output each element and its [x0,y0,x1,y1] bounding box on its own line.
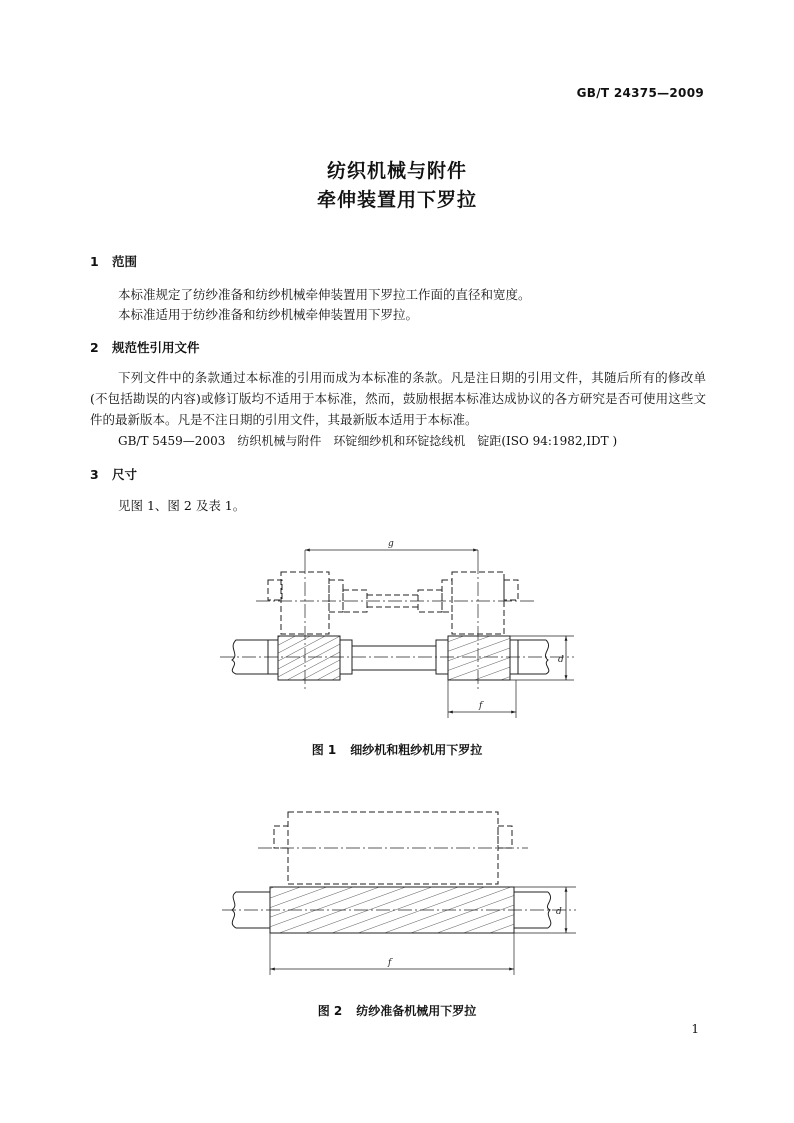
section-2-para-1: 下列文件中的条款通过本标准的引用而成为本标准的条款。凡是注日期的引用文件，其随后所有的修改单(不包括勘误的内容)或修订版均不适用于本标准，然而，鼓励根据本标准达成协议的各方研究是否可使用这些文件的最新版本。凡是不注日期的引用文件，其最新版本适用于本标准。 [90,370,706,427]
figure-1-label-d: d [558,655,564,665]
figure-2-caption [0,1002,794,1019]
section-number: 2 [90,340,99,355]
section-number: 1 [90,254,99,269]
figure-1-label-g: g [388,539,394,549]
figure-2-label-f: f [388,958,392,968]
standard-number: GB/T 24375—2009 [576,86,704,100]
figure-number: 图 2 [317,1004,343,1018]
section-title: 规范性引用文件 [112,340,200,355]
doc-title-line2: 牵伸装置用下罗拉 [316,189,477,211]
figure-1-drawing [220,550,574,718]
doc-title-line1: 纺织机械与附件 [326,160,467,182]
page-number: 1 [691,1022,699,1036]
section-1-para-1: 本标准规定了纺纱准备和纺纱机械牵伸装置用下罗拉工作面的直径和宽度。 [118,287,531,302]
figure-2-drawing [222,812,576,975]
figure-1-label-f: f [479,701,483,711]
section-title: 范围 [112,254,138,269]
section-3-para-1: 见图 1、图 2 及表 1。 [118,498,246,513]
section-1-para-2: 本标准适用于纺纱准备和纺纱机械牵伸装置用下罗拉。 [118,307,419,322]
figure-1-caption [0,741,794,758]
section-title: 尺寸 [112,467,138,482]
section-2-reference: GB/T 5459—2003 纺织机械与附件 环锭细纱机和环锭捻线机 锭距(ISO 94:1982,IDT ) [118,434,618,448]
figure-1-top-roller [268,572,518,634]
figure-number: 图 1 [311,743,337,757]
figure-2-label-d: d [556,907,562,917]
figure-caption-text: 细纱机和粗纱机用下罗拉 [350,743,483,757]
figure-caption-text: 纺纱准备机械用下罗拉 [356,1004,477,1018]
section-number: 3 [90,467,99,482]
